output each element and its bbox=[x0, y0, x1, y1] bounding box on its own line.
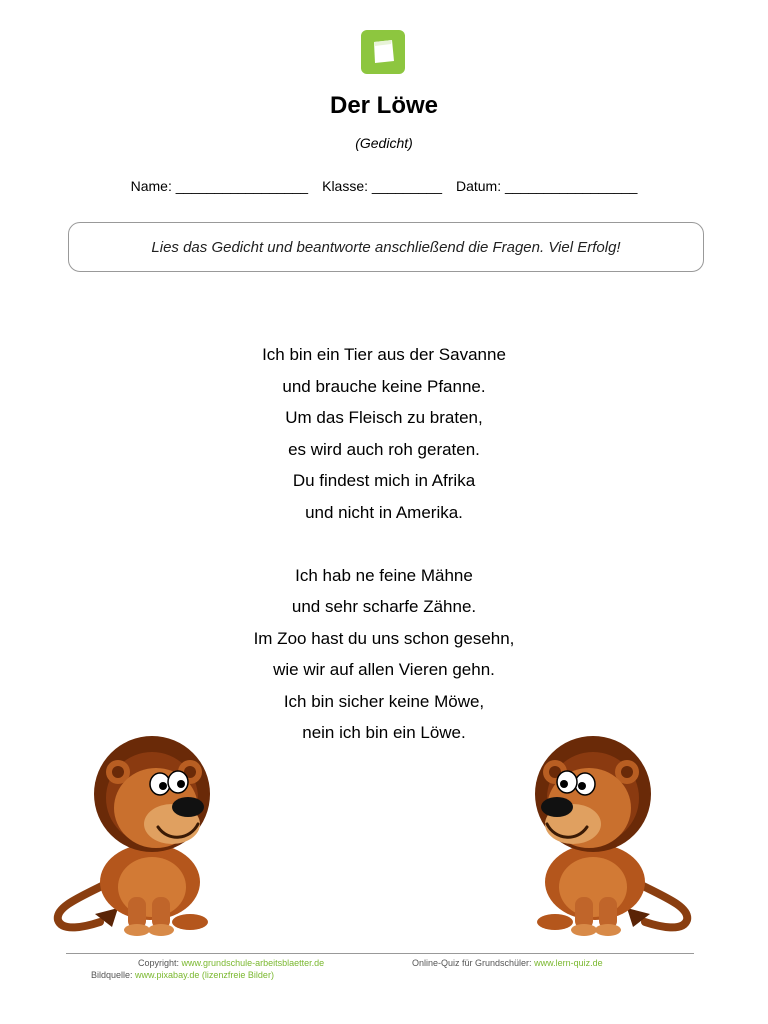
lion-illustration-left bbox=[40, 732, 240, 942]
poem-line: und nicht in Amerika. bbox=[305, 502, 463, 522]
date-field[interactable]: Datum: _________________ bbox=[455, 178, 638, 194]
bildquelle-link[interactable]: www.pixabay.de (lizenzfreie Bilder) bbox=[135, 970, 274, 980]
page-subtitle: (Gedicht) bbox=[355, 135, 413, 151]
bildquelle-label: Bildquelle: bbox=[91, 970, 133, 980]
quiz-link[interactable]: www.lern-quiz.de bbox=[534, 958, 603, 968]
copyright-link[interactable]: www.grundschule-arbeitsblaetter.de bbox=[181, 958, 325, 968]
poem bbox=[0, 339, 768, 749]
page-title: Der Löwe bbox=[329, 92, 439, 119]
logo-icon bbox=[361, 30, 405, 74]
poem-line: Um das Fleisch zu braten, bbox=[285, 408, 483, 427]
class-field[interactable]: Klasse: _________ bbox=[322, 178, 442, 194]
poem-line: und sehr scharfe Zähne. bbox=[291, 597, 477, 616]
poem-line: Ich hab ne feine Mähne bbox=[295, 565, 473, 585]
poem-line: und brauche keine Pfanne. bbox=[282, 376, 486, 396]
footer-divider bbox=[66, 953, 694, 954]
poem-line: nein ich bin ein Löwe. bbox=[302, 723, 466, 742]
poem-line: Im Zoo hast du uns schon gesehn, bbox=[253, 628, 515, 648]
footer-quiz bbox=[412, 958, 603, 968]
lion-illustration-right bbox=[505, 732, 705, 942]
name-field[interactable]: Name: _________________ bbox=[130, 178, 309, 194]
poem-line: wie wir auf allen Vieren gehn. bbox=[273, 660, 495, 679]
poem-line: Ich bin ein Tier aus der Savanne bbox=[262, 345, 506, 364]
instruction-box bbox=[68, 222, 704, 272]
poem-line: es wird auch roh geraten. bbox=[288, 439, 480, 459]
copyright-label: Copyright: bbox=[138, 958, 180, 968]
quiz-label: Online-Quiz für Grundschüler: bbox=[412, 958, 532, 968]
student-fields bbox=[0, 178, 768, 194]
poem-line: Ich bin sicher keine Möwe, bbox=[283, 691, 485, 711]
footer-copyright bbox=[138, 958, 324, 968]
instruction-text: Lies das Gedicht und beantworte anschließend die Fragen. Viel Erfolg! bbox=[151, 239, 621, 256]
footer-image-source bbox=[91, 970, 274, 980]
stanza-divider bbox=[0, 528, 768, 560]
poem-line: Du findest mich in Afrika bbox=[292, 471, 476, 490]
